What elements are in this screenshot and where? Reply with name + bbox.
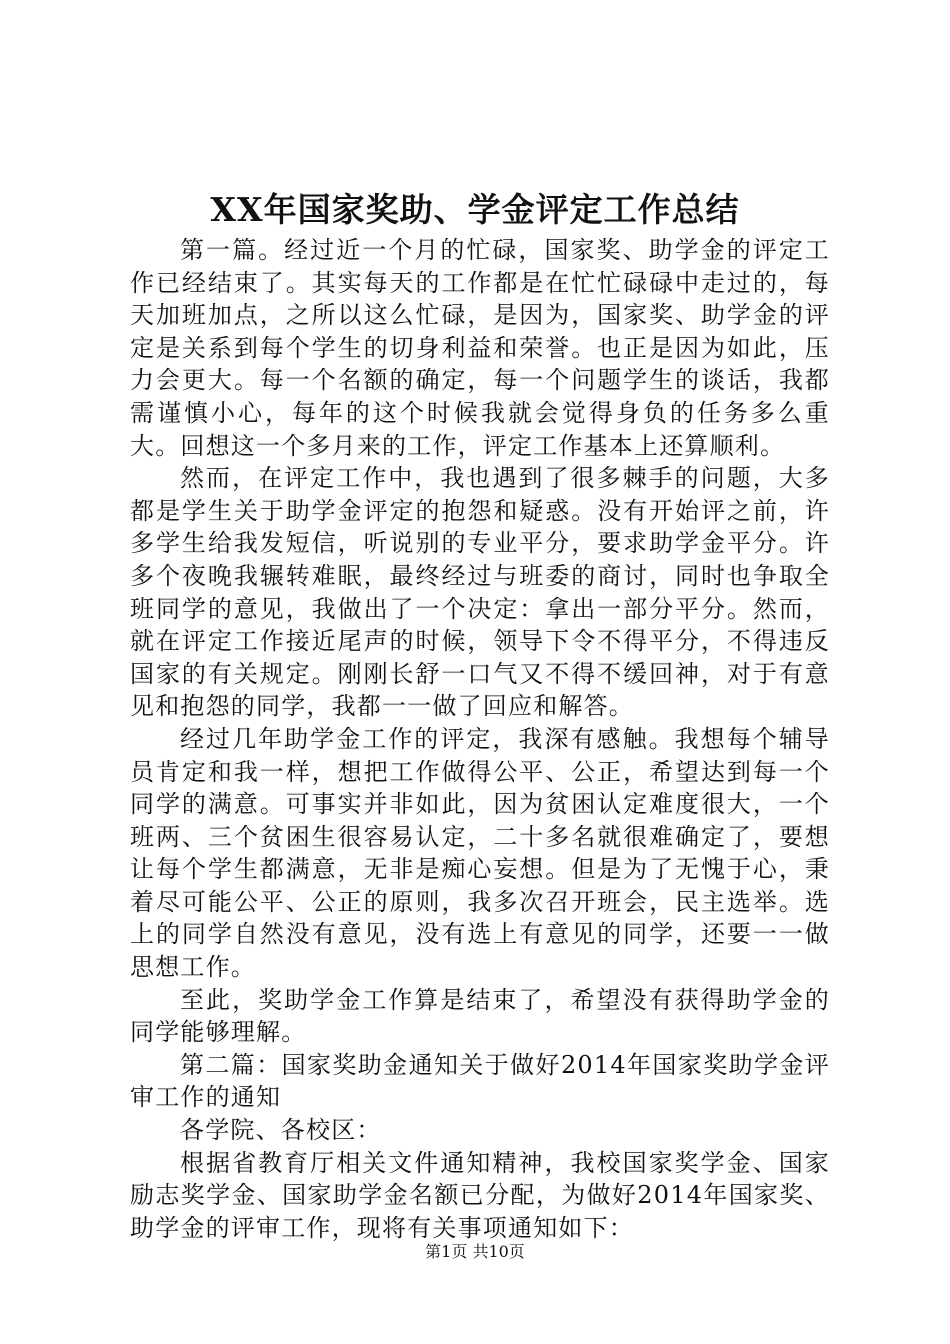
paragraph-3: 经过几年助学金工作的评定，我深有感触。我想每个辅导员肯定和我一样，想把工作做得公平、公正，希望达到每一个同学的满意。可事实并非如此，因为贫困认定难度很大，一个班两、三个贫困生很容易认定，二十多名就很难确定了，要想让每个学生都满意，无非是痴心妄想。但是为了无愧于心，秉着尽可能公平、公正的原则，我多次召开班会，民主选举。选上的同学自然没有意见，没有选上有意见的同学，还要一一做思想工作。: [130, 724, 830, 982]
paragraph-4: 至此，奖助学金工作算是结束了，希望没有获得助学金的同学能够理解。: [130, 985, 830, 1047]
paragraph-1: 第一篇。经过近一个月的忙碌，国家奖、助学金的评定工作已经结束了。其实每天的工作都是在忙忙碌碌中走过的，每天加班加点，之所以这么忙碌，是因为，国家奖、助学金的评定是关系到每个学生的切身利益和荣誉。也正是因为如此，压力会更大。每一个名额的确定，每一个问题学生的谈话，我都需谨慎小心，每年的这个时候我就会觉得身负的任务多么重大。回想这一个多月来的工作，评定工作基本上还算顺利。: [130, 236, 830, 460]
document-title: XX年国家奖助、学金评定工作总结: [210, 190, 740, 229]
page-number-footer: 第1页 共10页: [425, 1242, 525, 1261]
paragraph-6: 各学院、各校区：: [180, 1116, 382, 1145]
paragraph-7: 根据省教育厅相关文件通知精神，我校国家奖学金、国家励志奖学金、国家助学金名额已分配，为做好2014年国家奖、助学金的评审工作，现将有关事项通知如下：: [130, 1148, 830, 1242]
paragraph-2: 然而，在评定工作中，我也遇到了很多棘手的问题，大多都是学生关于助学金评定的抱怨和疑惑。没有开始评之前，许多学生给我发短信，听说别的专业平分，要求助学金平分。许多个夜晚我辗转难眠，最终经过与班委的商讨，同时也争取全班同学的意见，我做出了一个决定：拿出一部分平分。然而，就在评定工作接近尾声的时候，领导下令不得平分，不得违反国家的有关规定。刚刚长舒一口气又不得不缓回神，对于有意见和抱怨的同学，我都一一做了回应和解答。: [130, 464, 830, 721]
paragraph-5: 第二篇：国家奖助金通知关于做好2014年国家奖助学金评审工作的通知: [130, 1050, 830, 1112]
document-body: [130, 234, 830, 1244]
